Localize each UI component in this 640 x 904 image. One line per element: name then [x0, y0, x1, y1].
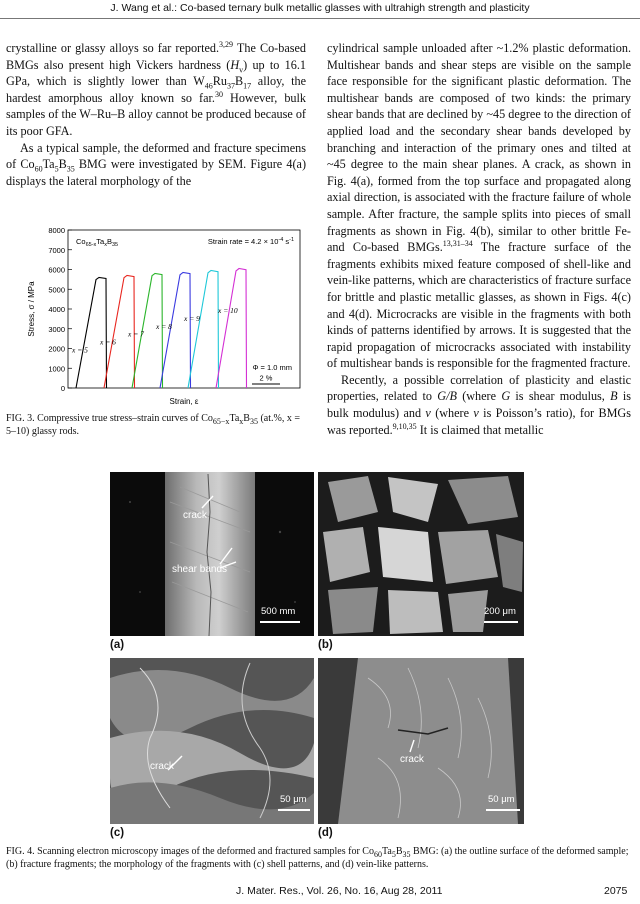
scale-bar-label-d: 50 μm [488, 794, 515, 805]
left-column [6, 40, 306, 189]
scale-bar-label-c: 50 μm [280, 794, 307, 805]
strain-rate-part: -4 [278, 237, 284, 243]
sem-panel-a [110, 472, 314, 636]
composition-label [76, 237, 118, 248]
y-tick-label: 2000 [48, 344, 65, 354]
y-tick-label: 0 [60, 384, 65, 393]
y-tick-label: 6000 [48, 265, 65, 275]
diameter-label: Φ = 1.0 mm [252, 363, 292, 373]
running-header: J. Wang et al.: Co-based ternary bulk metallic glasses with ultrahigh strength and plasticity [0, 0, 640, 19]
series-label-9: x = 9 [184, 313, 200, 323]
sem-panel-d [318, 658, 524, 824]
composition-element: Co [76, 237, 86, 246]
crack-label-c: crack [150, 761, 174, 772]
strain-rate-label [208, 237, 294, 246]
y-tick-label: 5000 [48, 285, 65, 295]
left-paragraph-1: crystalline or glassy alloys so far reported.$^{3,29}$ The Co-based BMGs also present high Vickers hardness $(H_v)$ up to 16.1 GPa, which is slightly lower than $W_{46}Ru_{37}B_{17}$ alloy, the hardest amorphous alloy known so far.$^{30}$ However, bulk samples of the W–Ru–B alloy cannot be produced because of its poor GFA. [6, 39, 307, 138]
crack-label-d: crack [400, 754, 424, 765]
left-paragraph-2: As a typical sample, the deformed and fracture specimens of $Co_{60}Ta_5B_{35}$ BMG were investigated by SEM. Figure 4(a) displays the lateral morphology of the [6, 140, 307, 188]
strain-rate-part: Strain rate = 4.2 × 10 [207, 237, 279, 246]
panel-label-d: (d) [318, 827, 333, 839]
fig4-caption: FIG. 4. Scanning electron microscopy images of the deformed and fractured samples for $Co_{60}Ta_5B_{35}$ BMG: (a) the outline surface of the deformed sample; (b) fracture fragments; the morphology of the fragments with (c) shell patterns, and (d) vein-like patterns. [6, 846, 629, 870]
footer-page-number: 2075 [604, 885, 628, 897]
y-tick-label: 3000 [48, 324, 65, 334]
right-paragraph-2: Recently, a possible correlation of plasticity and elastic properties, related to G/B (where G is shear modulus, B is bulk modulus) and v (where v is Poisson’s ratio), for BMGs was reported.$^{9,10,35}$ It is claimed that metallic [327, 372, 631, 437]
series-label-10: x = 10 [218, 305, 238, 315]
panel-label-b: (b) [318, 639, 333, 651]
composition-subscript: 35 [111, 242, 119, 248]
scale-bar-label-a: 500 mm [261, 606, 296, 617]
footer-journal: J. Mater. Res., Vol. 26, No. 16, Aug 28, 2011 [236, 885, 443, 897]
series-line-9 [188, 270, 219, 388]
stress-strain-chart [24, 222, 306, 408]
series-label-7: x = 7 [128, 329, 144, 339]
right-column [327, 40, 631, 438]
series-line-10 [216, 269, 247, 388]
strain-rate-part: s [283, 237, 290, 246]
sem-panel-b [318, 472, 524, 636]
panel-label-a: (a) [110, 639, 125, 651]
right-paragraph-1: cylindrical sample unloaded after ~1.2% plastic deformation. Multishear bands and shear steps are visible on the sample face responsible for the significant plastic deformation. The multishear bands are composed of two kinds: the primary shear bands that are declined by ~45 degree to the direction of applied load and the secondary shear bands developed by branching and interaction of the primary ones and tilted at ~45 degree to the main shear planes. A crack, as shown in Fig. 4(a), formed from the top surface and propagated along axial direction, is associated with the fracture failure of whole sample. After fracture, the sample splits into pieces of small fragments as shown in Fig. 4(b), similar to other brittle Fe- and Co-based BMGs.$^{13,31-34}$ The fracture surface of the fragments exhibits mixed feature composed of shell-like and vein-like patterns, which are characteristics of fracture surface for brittle and plastic metallic glasses, as shown in Figs. 4(c) and 4(d). Microcracks are visible in the fragments with both kinds of patterns identified by arrows. It is suggested that the rapid propagation of microcracks associated with instability of multishear bands is responsible for the fragmented fracture. [327, 41, 631, 371]
series-line-5 [76, 277, 107, 388]
y-tick-label: 7000 [48, 245, 65, 255]
scale-bar-label: 2 % [259, 373, 273, 383]
y-axis-label: Stress, σ / MPa [27, 281, 36, 337]
strain-rate-part: -1 [289, 237, 294, 243]
series-label-6: x = 6 [100, 337, 116, 347]
y-tick-label: 4000 [48, 305, 65, 314]
panel-label-c: (c) [110, 827, 125, 839]
y-tick-label: 8000 [48, 226, 65, 235]
y-tick-label: 1000 [48, 364, 65, 374]
fig3-caption: FIG. 3. Compressive true stress–strain curves of $Co_{65-x}Ta_xB_{35}$ (at.%, x = 5–10) glassy rods. [6, 413, 300, 437]
shear-bands-label: shear bands [172, 564, 228, 575]
crack-label-a: crack [183, 510, 207, 521]
scale-bar-label-b: 200 μm [484, 606, 516, 617]
composition-subscript: 65-x [85, 242, 97, 248]
x-axis-label: Strain, ε [169, 397, 199, 406]
series-label-5: x = 5 [72, 345, 88, 355]
composition-element: Ta [96, 237, 105, 246]
sem-panel-c [110, 658, 314, 824]
series-label-8: x = 8 [156, 321, 172, 331]
composition-element: B [106, 237, 112, 246]
composition-subscript: x [104, 242, 107, 248]
